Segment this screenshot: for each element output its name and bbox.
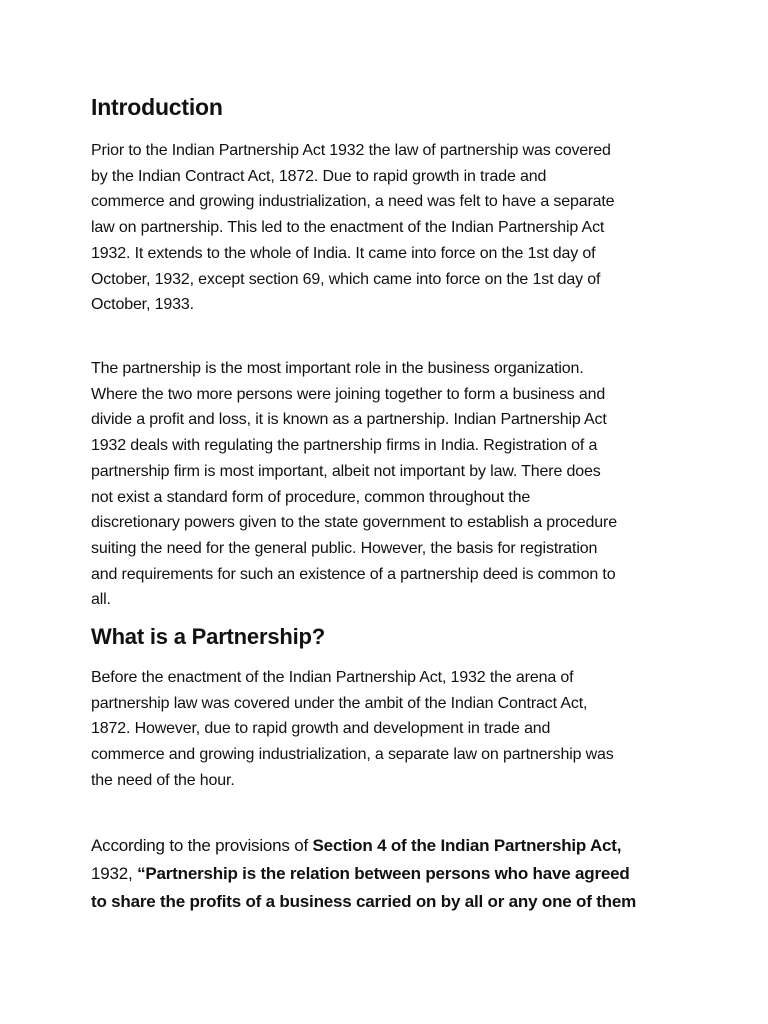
text-normal: 1932, — [91, 864, 138, 883]
heading-introduction: Introduction — [91, 94, 223, 120]
paragraph-intro-history — [91, 138, 691, 318]
text-bold: “Partnership is the relation between persons who have agreed — [137, 864, 630, 883]
paragraph-line: Before the enactment of the Indian Partnership Act, 1932 the arena of — [91, 669, 574, 686]
paragraph-line: commerce and growing industrialization, a need was felt to have a separate — [91, 193, 615, 211]
text-normal: According to the provisions of — [91, 836, 313, 855]
paragraph-line — [91, 860, 691, 888]
paragraph-line: suiting the need for the general public. However, the basis for registration — [91, 539, 598, 557]
paragraph-line: by the Indian Contract Act, 1872. Due to rapid growth in trade and — [91, 167, 547, 185]
paragraph-line — [91, 888, 691, 916]
paragraph-line: The partnership is the most important role in the business organization. — [91, 360, 584, 377]
paragraph-line: all. — [91, 591, 111, 609]
paragraph-line: law on partnership. This led to the enactment of the Indian Partnership Act — [91, 219, 605, 237]
paragraph-line: commerce and growing industrialization, a separate law on partnership was — [91, 746, 614, 764]
text-bold: to share the profits of a business carried on by all or any one of them — [91, 892, 637, 911]
paragraph-partnership-role — [91, 356, 691, 613]
paragraph-section-4-definition — [91, 832, 691, 916]
paragraph-line: and requirements for such an existence of a partnership deed is common to — [91, 565, 616, 583]
paragraph-line: discretionary powers given to the state government to establish a procedure — [91, 514, 617, 532]
text-bold: Section 4 of the Indian Partnership Act, — [312, 836, 622, 855]
paragraph-line: 1872. However, due to rapid growth and development in trade and — [91, 720, 551, 738]
heading-what-is-partnership: What is a Partnership? — [91, 624, 325, 649]
paragraph-line — [91, 832, 691, 860]
paragraph-line: partnership firm is most important, albeit not important by law. There does — [91, 462, 601, 480]
paragraph-line: not exist a standard form of procedure, common throughout the — [91, 488, 531, 506]
paragraph-before-enactment — [91, 665, 691, 794]
paragraph-line: 1932. It extends to the whole of India. It came into force on the 1st day of — [91, 244, 596, 262]
paragraph-line: the need of the hour. — [91, 771, 235, 789]
paragraph-line: divide a profit and loss, it is known as a partnership. Indian Partnership Act — [91, 411, 607, 429]
paragraph-line: partnership law was covered under the ambit of the Indian Contract Act, — [91, 694, 588, 712]
paragraph-line: October, 1932, except section 69, which came into force on the 1st day of — [91, 270, 601, 288]
paragraph-line: Prior to the Indian Partnership Act 1932 the law of partnership was covered — [91, 142, 611, 159]
paragraph-line: October, 1933. — [91, 296, 194, 314]
paragraph-line: Where the two more persons were joining together to form a business and — [91, 385, 606, 403]
paragraph-line: 1932 deals with regulating the partnership firms in India. Registration of a — [91, 437, 598, 455]
